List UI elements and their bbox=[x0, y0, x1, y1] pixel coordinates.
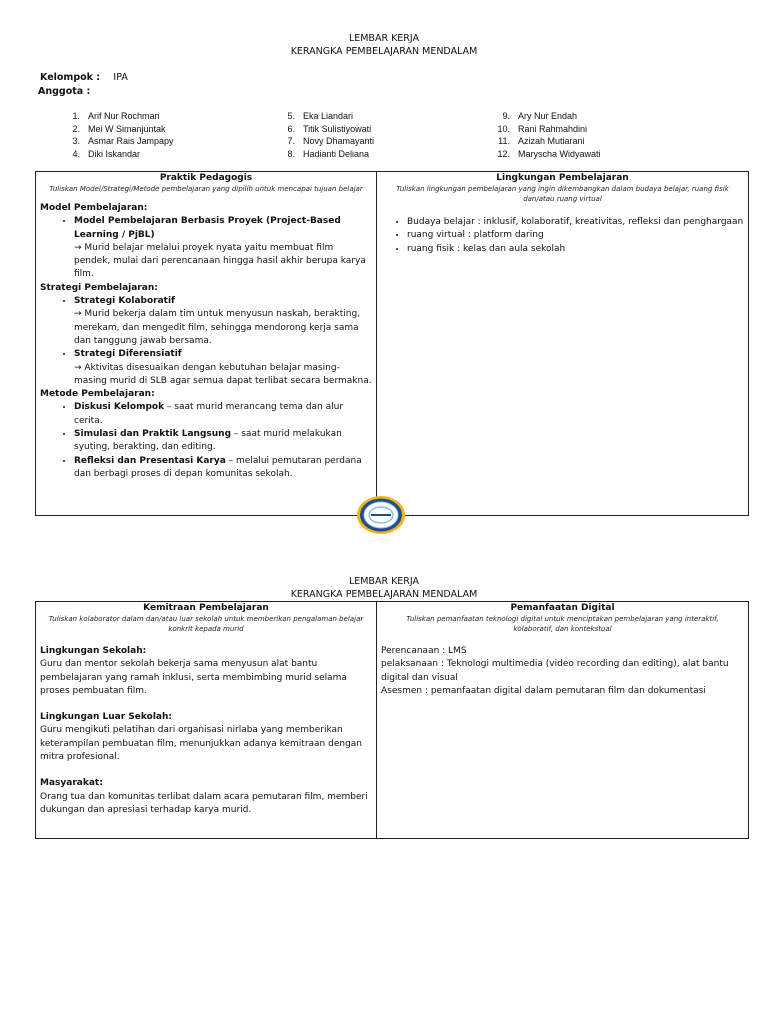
lingkungan-item: • Budaya belajar : inklusif, kolaboratif, kreativitas, refleksi dan penghargaan bbox=[407, 216, 744, 229]
sheet1-title-block bbox=[0, 32, 768, 58]
perencanaan-line: Perencanaan : LMS bbox=[381, 646, 467, 656]
praktik-pedagogis-header: Praktik Pedagogis bbox=[159, 173, 253, 183]
lingkungan-pembelajaran-instruction: Tuliskan lingkungan pembelajaran yang ingin dikembangkan dalam budaya belajar, ruang fisik dan/atau ruang virtual bbox=[396, 185, 729, 203]
member-item: 11. Azizah Mutiarani bbox=[498, 136, 585, 147]
kelompok-value: IPA bbox=[113, 72, 128, 83]
masyarakat-heading: Masyarakat: bbox=[40, 778, 103, 789]
strategi-desc: → Murid bekerja dalam tim untuk menyusun naskah, berakting, merekam, dan mengedit film, sehingga mendorong kerja sama dan tanggung jawab bersama. bbox=[74, 309, 361, 346]
member-item: 12. Maryscha Widyawati bbox=[497, 148, 601, 159]
praktik-pedagogis-body bbox=[40, 202, 372, 481]
sheet2-title-block bbox=[0, 575, 768, 601]
member-item: 1. Arif Nur Rochman bbox=[72, 111, 160, 121]
member-item: 10. Rani Rahmahdini bbox=[497, 123, 588, 134]
member-column-2 bbox=[277, 110, 374, 160]
sheet2-title: LEMBAR KERJA bbox=[348, 576, 420, 587]
lingkungan-pembelajaran-cell bbox=[377, 172, 749, 516]
pelaksanaan-line: pelaksanaan : Teknologi multimedia (video recording dan editing), alat bantu digital dan visual bbox=[381, 659, 729, 683]
metode-item: • Simulasi dan Praktik Langsung – saat murid melakukan syuting, berakting, dan editing. bbox=[74, 428, 372, 455]
metode-item: • Refleksi dan Presentasi Karya – melalui pemutaran perdana dan berbagi proses di depan komunitas sekolah. bbox=[74, 455, 372, 482]
kemitraan-cell bbox=[36, 602, 377, 839]
member-item: 7. Novy Dhamayanti bbox=[287, 136, 375, 147]
member-item: 8. Hadianti Deliana bbox=[287, 148, 370, 159]
kelompok-label: Kelompok : bbox=[40, 72, 101, 83]
anggota-label: Anggota : bbox=[38, 86, 91, 97]
masyarakat-text: Orang tua dan komunitas terlibat dalam acara pemutaran film, memberi dukungan dan apresiasi terhadap karya murid. bbox=[40, 791, 368, 815]
luar-sekolah-heading: Lingkungan Luar Sekolah: bbox=[40, 712, 172, 723]
metode-item: • Diskusi Kelompok – saat murid merancang tema dan alur cerita. bbox=[74, 401, 372, 428]
member-column-3 bbox=[492, 110, 601, 160]
member-item: 4. Diki Iskandar bbox=[72, 148, 141, 159]
model-item: • Model Pembelajaran Berbasis Proyek (Project-Based Learning / PjBL) → Murid belajar melalui proyek nyata yaitu membuat film pendek, mulai dari perencanaan hingga hasil akhir berupa karya film. bbox=[74, 215, 372, 281]
member-item: 9. Ary Nur Endah bbox=[502, 111, 578, 121]
pemanfaatan-digital-header: Pemanfaatan Digital bbox=[510, 603, 615, 613]
lingkungan-item: • ruang virtual : platform daring bbox=[407, 229, 744, 242]
member-item: 5. Eka Liandari bbox=[287, 111, 354, 121]
model-desc: → Murid belajar melalui proyek nyata yaitu membuat film pendek, mulai dari perencanaan hingga hasil akhir berupa karya film. bbox=[74, 242, 366, 280]
member-item: 6. Titik Sulistiyowati bbox=[287, 123, 372, 134]
sheet1-subtitle: KERANGKA PEMBELAJARAN MENDALAM bbox=[290, 46, 478, 57]
asesmen-line: Asesmen : pemanfaatan digital dalam pemutaran film dan dokumentasi bbox=[381, 685, 706, 696]
pemanfaatan-digital-cell bbox=[377, 602, 749, 839]
lingkungan-pembelajaran-header: Lingkungan Pembelajaran bbox=[496, 173, 629, 183]
kemitraan-header: Kemitraan Pembelajaran bbox=[143, 603, 269, 613]
sheet2-subtitle: KERANGKA PEMBELAJARAN MENDALAM bbox=[290, 589, 478, 600]
strategi-item: • Strategi Diferensiatif → Aktivitas disesuaikan dengan kebutuhan belajar masing-masing murid di SLB agar semua dapat terlibat secara bermakna. bbox=[74, 348, 372, 388]
member-item: 3. Asmar Rais Jampapy bbox=[72, 136, 174, 147]
sheet1-title: LEMBAR KERJA bbox=[348, 33, 420, 44]
lingkungan-item: • ruang fisik : kelas dan aula sekolah bbox=[407, 243, 744, 256]
sekolah-text: Guru dan mentor sekolah bekerja sama menyusun alat bantu pembelajaran yang ramah inklusi, serta membimbing murid selama proses pembuatan film. bbox=[40, 659, 347, 696]
kelompok-row bbox=[40, 72, 128, 83]
strategi-item: • Strategi Kolaboratif → Murid bekerja dalam tim untuk menyusun naskah, berakting, merekam, dan mengedit film, sehingga mendorong kerja sama dan tanggung jawab bersama. bbox=[74, 295, 372, 348]
logo-badge-icon bbox=[356, 495, 406, 535]
pemanfaatan-digital-body bbox=[381, 645, 744, 698]
kemitraan-body bbox=[40, 645, 372, 817]
luar-sekolah-text: Guru mengikuti pelatihan dari organisasi nirlaba yang memberikan keterampilan pembuatan film, menunjukkan adanya kemitraan dengan mitra profesional. bbox=[40, 725, 363, 763]
sekolah-heading: Lingkungan Sekolah: bbox=[40, 646, 147, 656]
praktik-pedagogis-instruction: Tuliskan Model/Strategi/Metode pembelajaran yang dipilih untuk mencapai tujuan belajar bbox=[49, 185, 363, 193]
strategi-heading: Strategi Pembelajaran: bbox=[40, 282, 158, 293]
praktik-pedagogis-cell bbox=[36, 172, 377, 516]
sheet1-table bbox=[35, 171, 749, 516]
strategi-desc: → Aktivitas disesuaikan dengan kebutuhan belajar masing-masing murid di SLB agar semua dapat terlibat secara bermakna. bbox=[74, 362, 372, 386]
lingkungan-list bbox=[381, 216, 744, 256]
model-heading: Model Pembelajaran: bbox=[40, 203, 148, 213]
pemanfaatan-digital-instruction: Tuliskan pemanfaatan teknologi digital untuk menciptakan pembelajaran yang interaktif, kolaboratif, dan kontekstual bbox=[406, 615, 719, 633]
member-column-1 bbox=[62, 110, 174, 160]
metode-heading: Metode Pembelajaran: bbox=[40, 389, 155, 400]
sheet2-table bbox=[35, 601, 749, 839]
member-item: 2. Mei W Simanjuntak bbox=[72, 123, 166, 134]
kemitraan-instruction: Tuliskan kolaborator dalam dan/atau luar sekolah untuk memberikan pengalaman belajar konkrit kepada murid bbox=[48, 615, 364, 633]
